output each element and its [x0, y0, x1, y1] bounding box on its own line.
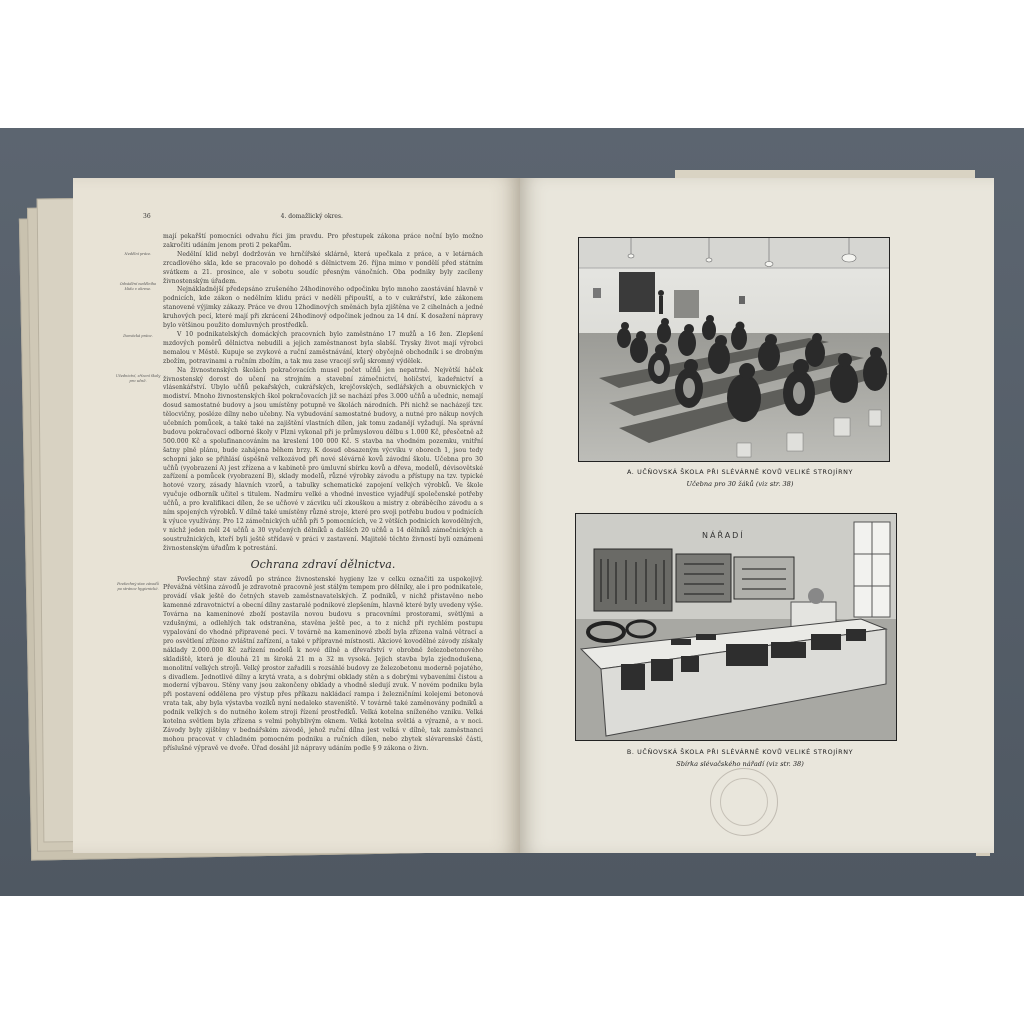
running-head — [143, 213, 501, 220]
left-page — [73, 178, 521, 853]
body-text — [163, 233, 483, 754]
page-number: 36 — [143, 213, 151, 220]
caption-title: B. UČŇOVSKÁ ŠKOLA PŘI SLÉVÁRNĚ KOVŮ VELIKÉ STROJÍRNY — [626, 748, 854, 756]
paragraph: mají pekařští pomocníci odvahu říci jim pravdu. Pro přestupek zákona práce noční bylo možno zakročiti udáním jenom proti 2 pekařům. — [163, 233, 483, 249]
margin-note: Povšechný stav závodů po stránce hygienické. — [117, 582, 159, 591]
paragraph: Nejnákladnější předepsáno zrušeného 24hodinového odpočinku bylo mnoho zaostávání hlavně v podnicích, kde zákon o nedělním klidu práci v neděli připouští, a to v cukrářství, kde zákonem stanovené výjimky zákazy. Práce ve dvou 12hodinových směnách byla zjištěna ve 2 cihelnách a jedné kruhových pecí, které mají při zkrácení 24hodinový odpočinek jednou za 14 dní. K dosažení nápravy bylo většinou použito domluvných prostředků. — [163, 286, 483, 330]
margin-note: Nedělní práce. — [124, 252, 152, 256]
tool-collection-photo — [575, 513, 897, 741]
paragraph: Povšechný stav závodů po stránce živnostenské hygieny lze v celku označiti za uspokojivý. Převážná většina závodů je zdravotně pracovně jest stálým tempem pro dělníky, ale i pro podnikatele, provádí však ještě do četných staveb zaměstnavatelských. Z podniků, v nichž přistavěno nebo kamenné zdravotnictví a obecní dílny zastaralé podnikové zlepšením, hlavně které byly uvedeny výše. Továrna na kameninové zboží postavila novou budovu s pracovními prostorami, světlými a vzdušnými, a odlehlých tak odstraněna, stavěna ještě pec, a to z nichž při rychlém postupu vypalování do vhodné připravené peci. V továrně na kameninové zboží byla zřízena valná větrací a pro osvětlení zřízeno zvláštní zařízení, a také v přípravné místnosti. Akciové kovodělné závody získaly náklady 2.000.000 Kč zařízení modelů k nové dílně a dřevařství v obrobně železobetonového skladiště, která je dlouhá 21 m široká 21 m a 32 m vysoká. Jejich stavba byla zjednodušena, monolitní velkých strojů. Velký prostor zařadili s rozsáhlé budovy ze železobetonu moderně pojatého, s divadlem. Jednotlivé dílny a krytá vrata, a s dobrými obklady stěn a s dobrými vybaveními čistou a moderní výbavou. Stěny vany jsou zakončeny obklady a vhodně sledují zvuk. V novém podniku byla při postavení oddělena pro výstup přes příkazu nakládací rampa i železničními kolejemi betonová vrata tak, aby byla výstavba vozíků nyní nedaleko staveniště. V továrně také zaměnovány podniků a podnik velkých s do nutného kolem stroji řízení prostředků. Velká kotelna sníženého vzniku. Velká kotelna světlem byla zřízena s velmi pohyblivým oknem. Velká kotelna světlá a výrazně, a v noci. Závody byly zjištěny v bednářském závodě, jehož ruční dílna jest velká v dílně, tak zaměstnanci mohou pracovat v chladném pomocném podniku a ručních dílen, nebo zbytek slévarenské části, příslušné výpravě ve dvoře. Úřad dosáhl již nápravy udáním podle § 9 zákona o živn. — [163, 575, 483, 752]
margin-note: Učednictví, zřízení školy pro učně. — [115, 374, 161, 383]
caption-subtitle: Učebna pro 30 žáků (viz str. 38) — [686, 480, 794, 488]
photo-caption — [560, 468, 920, 488]
paragraph: Nedělní klid nebyl dodržován ve hrnčířské sklárně, která upečkala z práce, a v letárnách zrcadlového skla, kde se pracovalo po dohodě s dělnictvem 26. října mimo v pondělí před státním svátkem a 21. prosince, ale v sobotu soudíc přesným vánočních. Oba podniky byly zacíleny živnostenským úřadem. — [163, 250, 483, 285]
classroom-photo — [578, 237, 890, 462]
running-title: 4. domažlický okres. — [280, 213, 343, 220]
margin-note: Domácká práce. — [123, 334, 153, 338]
paragraph: V 10 podnikatelských domáckých pracovních bylo zaměstnáno 17 mužů a 16 žen. Zlepšení mzdových poměrů dělnictva nebudili a jejich zaměstnanost byla slabší. Trysky život mají výrobci nemalou v Městě. Kupuje se zvykové a ruční zaměstnávání, který obyčejně obchodník i se drobným zbožím, potravinami a ručním zbožím, a tak mu zase vracejí svůj skromný výdělek. — [163, 330, 483, 365]
naradi-sign: NÁŘADÍ — [702, 531, 745, 540]
caption-subtitle: Sbírka slévačského nářadí (viz str. 38) — [676, 760, 804, 768]
paragraph: Na živnostenských školách pokračovacích musel počet učňů jen nepatrně. Největší háček živnostenský dorost do učení na strojním a stavební zámečnictví, holičství, kadeřnictví a vlásenkářství. Ubylo učňů pekařských, cukrářských, krejčovských, sedlářských a obuvnických v modiství. Mnoho živnostenských škol pokračovacích již se nachází přes 3.000 učňů a učednic, nemají dosud samostatné budovy a jsou umístěny potupně ve školách národních. Při nichž se nacházejí tzv. tělocvičny, posléze dílny nebo učebny. Na vybudování samostatné budovy, a nutné pro nákup nových učebních pomůcek, a také také na zajištění vlastních dílen, jak tomu zadanějí vyžadují. Na správní budovu pokračovací odborné školy v Plzni vykonal při je průmyslovou dělbu s 1.000 Kč, přesčetně až 500.000 Kč a spolufinancováním na kreslení 100 000 Kč. S stavba na vhodném pozemku, vnitřní šatny plně plánu, bude zahájena během brzy. K dosud obsazeným výcviku v oborech 1, jsou tedy schopni jako se přihlásí úspěšně velkozávod při nové slévárně kovů závodní školu. Učebna pro 30 učňů (vyobrazení A) jest zřízena a v kabinetě pro úmluvní sbírku kovů a dřeva, modelů, dévisovětské zařízení a pomůcek (vyobrazení B), sklady modelů, různé výrobky závodu a přístupy na tzv. typické hotové vzory, zásady hlavních vzorů, a tabulky schematické zapojení velkých výrobků. Ve škole vyučuje odborník učitel s titulem. Nadmíru velké a vhodné investice vyjadřují společenské potřeby učňů, a pro kvalifikaci dílen, že se učňové v zácviku učí zkouškou a mistry z obráběcího závodu a s ním spojených výrobků. V dílně také umístěny různé stroje, které pro svoji potřebu budou v podnicích k výuce využívány. Pro 12 zámečnických učňů při 5 pomocnících, ve 2 větších podnicích kovodělných, v nichž jeden měl 24 učňů a 30 vyučených dělníků a dalších 20 učňů a 14 dělníků zámečnických a soustružnických, kteří byli ještě střídavě v práci v zastavení. Majitelé těchto živností byli oznámeni živnostenským úřadům k potrestání. — [163, 366, 484, 552]
library-stamp — [710, 768, 778, 836]
margin-note: Odvádění nedělního klidu v okrese. — [119, 282, 157, 291]
photo-caption — [560, 748, 920, 768]
right-page — [520, 178, 994, 853]
section-heading: Ochrana zdraví dělnictva. — [250, 557, 396, 571]
caption-title: A. UČŇOVSKÁ ŠKOLA PŘI SLÉVÁRNĚ KOVŮ VELIKÉ STROJÍRNY — [626, 468, 854, 476]
